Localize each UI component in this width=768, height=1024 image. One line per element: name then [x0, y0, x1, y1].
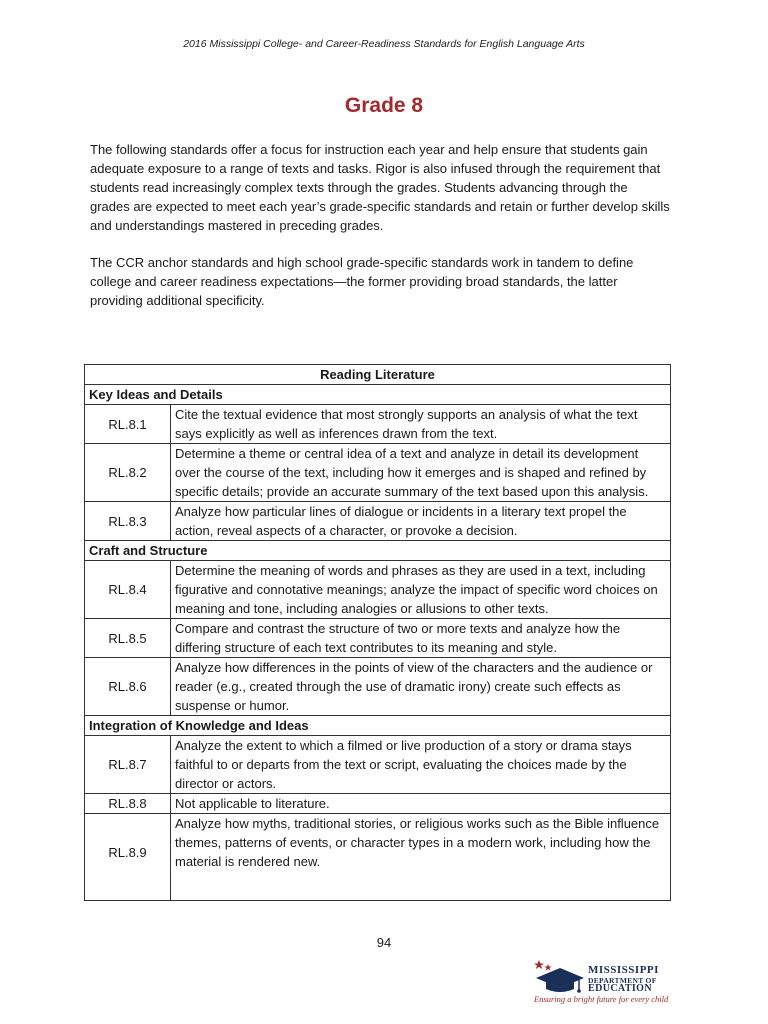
table-row: [85, 658, 671, 716]
table-row: [85, 405, 671, 444]
table-row: [85, 794, 671, 814]
section-row: [85, 716, 671, 736]
section-title: Craft and Structure: [85, 541, 671, 561]
standard-text: Determine the meaning of words and phrases as they are used in a text, including figurative and connotative meanings; analyze the impact of specific word choices on meaning and tone, including analogies or allusions to other texts.: [171, 561, 671, 619]
logo-line-2: DEPARTMENT OF: [588, 976, 657, 985]
standard-code: RL.8.2: [85, 444, 171, 502]
standard-text: Analyze how particular lines of dialogue or incidents in a literary text propel the action, reveal aspects of a character, or provoke a decision.: [171, 502, 671, 541]
mde-logo: [532, 952, 667, 1006]
standard-code: RL.8.5: [85, 619, 171, 658]
standard-text: Cite the textual evidence that most strongly supports an analysis of what the text says explicitly as well as inferences drawn from the text.: [171, 405, 671, 444]
section-row: [85, 541, 671, 561]
standard-code: RL.8.1: [85, 405, 171, 444]
standard-code: RL.8.6: [85, 658, 171, 716]
table-row: [85, 736, 671, 794]
standard-code: RL.8.7: [85, 736, 171, 794]
standard-text: Analyze how myths, traditional stories, or religious works such as the Bible influence themes, patterns of events, or character types in a modern work, including how the material is rendered new.: [171, 814, 671, 901]
standard-code: RL.8.4: [85, 561, 171, 619]
table-row: [85, 561, 671, 619]
standard-text: Compare and contrast the structure of two or more texts and analyze how the differing structure of each text contributes to its meaning and style.: [171, 619, 671, 658]
table-row: [85, 814, 671, 901]
standard-code: RL.8.8: [85, 794, 171, 814]
table-row: [85, 444, 671, 502]
intro-text: The CCR anchor standards and high school grade-specific standards work in tandem to define college and career readiness expectations—the former providing broad standards, the latter providing additional specificity.: [90, 255, 634, 308]
standard-code: RL.8.3: [85, 502, 171, 541]
standard-text: Not applicable to literature.: [171, 794, 671, 814]
section-title: Integration of Knowledge and Ideas: [85, 716, 671, 736]
standard-text: Analyze how differences in the points of view of the characters and the audience or reader (e.g., created through the use of dramatic irony) create such effects as suspense or humor.: [171, 658, 671, 716]
table-heading: Reading Literature: [85, 365, 671, 385]
standard-text: Analyze the extent to which a filmed or live production of a story or drama stays faithful to or departs from the text or script, evaluating the choices made by the director or actors.: [171, 736, 671, 794]
section-row: [85, 385, 671, 405]
standards-table: [84, 364, 671, 901]
logo-line-3: EDUCATION: [588, 983, 652, 994]
intro-paragraph-2: [90, 253, 670, 310]
intro-text: The following standards offer a focus for instruction each year and help ensure that students gain adequate exposure to a range of texts and tasks. Rigor is also infused through the requirement that students read increasingly complex texts through the grades. Students advancing through the grades are expected to meet each year’s grade-specific standards and retain or further develop skills and understandings mastered in preceding grades.: [90, 142, 670, 233]
page-number: 94: [376, 935, 392, 950]
page-title: Grade 8: [344, 94, 424, 117]
graduation-cap-icon: [532, 958, 586, 994]
running-header: 2016 Mississippi College- and Career-Readiness Standards for English Language Arts: [183, 38, 585, 50]
intro-paragraph-1: [90, 140, 670, 235]
logo-line-1: MISSISSIPPI: [588, 964, 659, 976]
logo-tagline: Ensuring a bright future for every child: [534, 994, 669, 1004]
table-row: [85, 502, 671, 541]
table-row: [85, 619, 671, 658]
section-title: Key Ideas and Details: [85, 385, 671, 405]
table-heading-row: [85, 365, 671, 385]
standard-text: Determine a theme or central idea of a text and analyze in detail its development over the course of the text, including how it emerges and is shaped and refined by specific details; provide an accurate summary of the text based upon this analysis.: [171, 444, 671, 502]
standard-code: RL.8.9: [85, 814, 171, 901]
